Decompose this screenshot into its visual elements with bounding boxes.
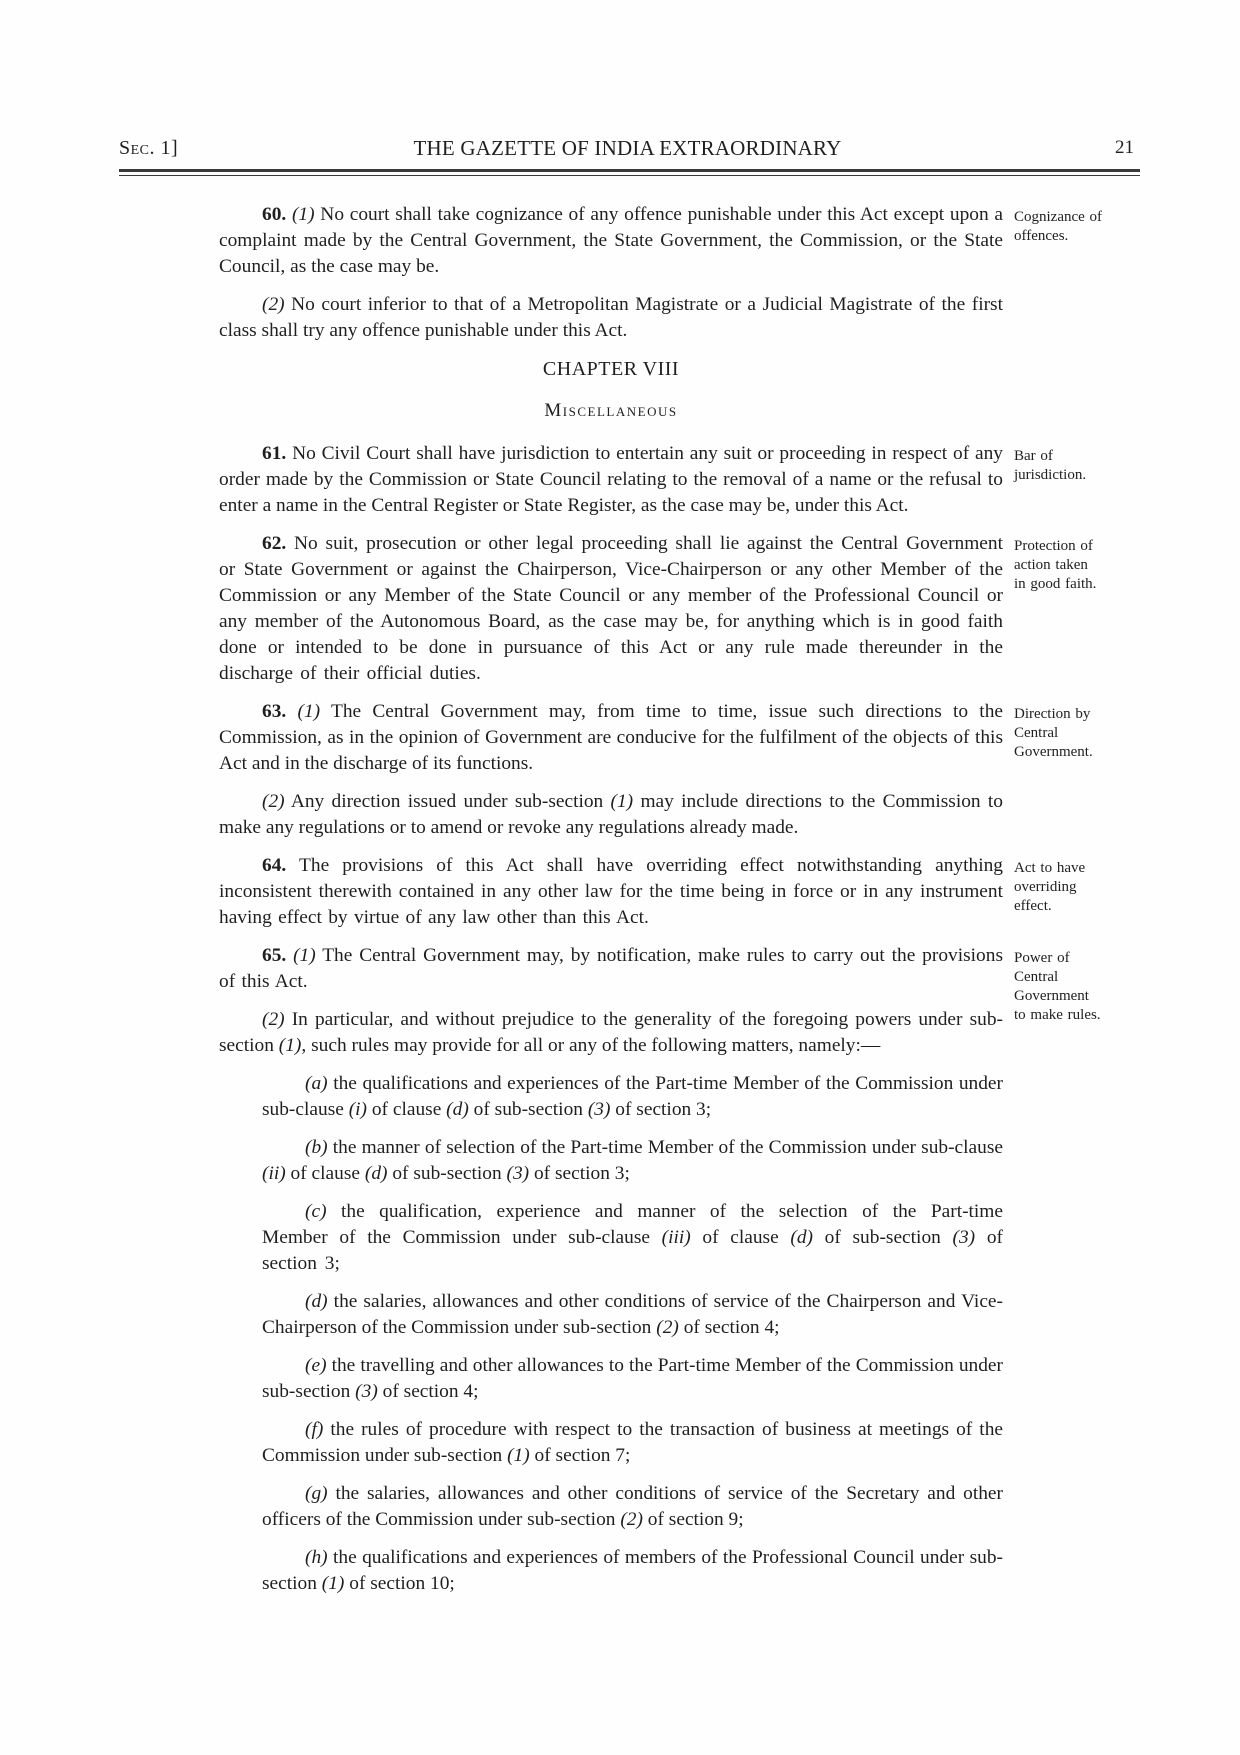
section-60-1-run-0: 60. — [262, 204, 292, 225]
clause-a-run-3: of clause — [367, 1099, 447, 1120]
section-61 — [219, 441, 1087, 519]
section-63-1-margin-note-line: Central — [1014, 725, 1059, 741]
clause-f-run-1: the rules of procedure with respect to the transaction of business at meetings of the Commission under sub-section — [262, 1419, 1003, 1466]
clause-b-run-1: the manner of selection of the Part-time Member of the Commission under sub-clause — [327, 1137, 1003, 1158]
section-65-1-run-1: (1) — [293, 945, 316, 966]
divider-thick-line — [119, 169, 1140, 172]
clause-c-run-4: (d) — [790, 1227, 813, 1248]
clause-g-run-3: of section 9; — [642, 1509, 744, 1530]
clause-a-run-6: (3) — [587, 1099, 611, 1120]
clause-g — [262, 1481, 1003, 1533]
clause-f-run-0: (f) — [305, 1419, 324, 1440]
clause-e-run-2: (3) — [355, 1381, 378, 1402]
section-63-1-margin-note-line: Direction by — [1014, 706, 1091, 722]
clause-c-run-2: (iii) — [661, 1227, 691, 1248]
clause-b-run-2: (ii) — [262, 1163, 286, 1184]
section-62-margin-note-line: Protection of — [1014, 538, 1093, 554]
section-60-1 — [219, 202, 1103, 280]
section-62-margin-note-line: action taken — [1014, 557, 1088, 573]
clause-h — [262, 1545, 1003, 1597]
clause-b-run-3: of clause — [285, 1163, 365, 1184]
clause-a-run-7: of section 3; — [610, 1099, 712, 1120]
section-63-1-margin-note-line: Government. — [1014, 744, 1093, 760]
section-63-2-run-1: Any direction issued under sub-section — [284, 791, 611, 812]
clause-c-run-6: (3) — [952, 1227, 976, 1248]
clause-c — [262, 1199, 1003, 1277]
clause-e-run-3: of section 4; — [377, 1381, 479, 1402]
section-63-1-run-0: 63. — [262, 701, 298, 722]
section-63-1-margin-note — [1014, 705, 1144, 762]
section-62 — [219, 531, 1097, 687]
clause-a — [262, 1071, 1003, 1123]
section-62-margin-note-line: in good faith. — [1014, 576, 1097, 592]
clause-e-run-0: (e) — [305, 1355, 327, 1376]
clause-d-run-1: the salaries, allowances and other conditions of service of the Chairperson and Vice-Chairperson of the Commission under sub-section — [262, 1291, 1003, 1338]
clause-f — [262, 1417, 1003, 1469]
section-65-2-run-1: In particular, and without prejudice to the generality of the foregoing powers under sub-section — [219, 1009, 1003, 1056]
section-65-2-run-3: , such rules may provide for all or any of the following matters, namely:— — [301, 1035, 881, 1056]
section-65-1-run-2: The Central Government may, by notification, make rules to carry out the provisions of this Act. — [219, 945, 1003, 992]
clause-b-run-7: of section 3; — [529, 1163, 630, 1184]
section-65-1-margin-note-line: to make rules. — [1014, 1007, 1101, 1023]
clause-f-run-3: of section 7; — [529, 1445, 631, 1466]
section-60-1-run-2: No court shall take cognizance of any offence punishable under this Act except upon a complaint made by the Central Government, the State Government, the Commission, or the State Council, as the case may be. — [219, 204, 1004, 277]
section-63-1-run-1: (1) — [297, 701, 321, 722]
section-61-run-1: No Civil Court shall have jurisdiction to entertain any suit or proceeding in respect of any order made by the Commission or State Council relating to the removal of a name or the refusal to enter a name in the Central Register or State Register, as the case may be, under this Act. — [219, 443, 1003, 516]
clause-b-run-0: (b) — [305, 1137, 328, 1158]
clause-h-run-2: (1) — [321, 1573, 345, 1594]
section-65-1-margin-note-line: Central — [1014, 969, 1059, 985]
section-65-1-run-0: 65. — [262, 945, 294, 966]
section-label: Sec. 1] — [119, 137, 179, 159]
clause-d-run-3: of section 4; — [678, 1317, 780, 1338]
section-60-1-margin-note-line: Cognizance of — [1014, 209, 1103, 225]
clause-a-run-4: (d) — [446, 1099, 469, 1120]
section-64-margin-note — [1014, 859, 1144, 916]
clause-a-run-2: (i) — [348, 1099, 368, 1120]
clause-e-run-1: the travelling and other allowances to the Part-time Member of the Commission under sub-section — [262, 1355, 1003, 1402]
header-divider — [119, 169, 1140, 176]
section-64-margin-note-line: Act to have — [1014, 860, 1086, 876]
clause-a-run-0: (a) — [305, 1073, 328, 1094]
clause-d-run-0: (d) — [305, 1291, 328, 1312]
clause-b-run-4: (d) — [364, 1163, 388, 1184]
section-62-run-1: No suit, prosecution or other legal proceeding shall lie against the Central Government or State Government or against the Chairperson, Vice-Chairperson or any other Member of the Commission or any Member of the State Council or any member of the Professional Council or any member of the Autonomous Board, as the case may be, for anything which is in good faith done or intended to be done in pursuance of this Act or any rule made thereunder in the discharge of their official duties. — [219, 533, 1003, 684]
clause-g-run-1: the salaries, allowances and other conditions of service of the Secretary and other officers of the Commission under sub-section — [262, 1483, 1003, 1530]
document-body — [219, 202, 1103, 1609]
clause-f-run-2: (1) — [507, 1445, 530, 1466]
section-63-1 — [219, 699, 1093, 777]
clause-g-run-2: (2) — [620, 1509, 643, 1530]
chapter-viii-heading: CHAPTER VIII — [542, 358, 680, 380]
clause-a-run-5: of sub-section — [468, 1099, 588, 1120]
section-63-2-run-2: (1) — [610, 791, 634, 812]
clause-h-run-3: of section 10; — [344, 1573, 455, 1594]
clause-a-run-1: the qualifications and experiences of the Part-time Member of the Commission under sub-clause — [262, 1073, 1003, 1120]
section-60-2 — [219, 292, 1003, 344]
section-61-margin-note-line: Bar of — [1014, 448, 1053, 464]
section-62-run-0: 62. — [262, 533, 287, 554]
section-65-2-run-0: (2) — [262, 1009, 285, 1030]
clause-c-run-3: of clause — [690, 1227, 791, 1248]
page-header — [119, 137, 1136, 163]
clause-h-run-1: the qualifications and experiences of members of the Professional Council under sub-section — [262, 1547, 1003, 1594]
section-61-margin-note — [1014, 447, 1144, 485]
clause-c-run-5: of sub-section — [813, 1227, 953, 1248]
section-61-margin-note-line: jurisdiction. — [1014, 467, 1087, 483]
section-60-1-margin-note — [1014, 208, 1144, 246]
page-title: THE GAZETTE OF INDIA EXTRAORDINARY — [413, 136, 842, 160]
section-63-2-run-0: (2) — [262, 791, 285, 812]
section-61-run-0: 61. — [262, 443, 287, 464]
section-60-2-run-0: (2) — [262, 294, 285, 315]
section-62-margin-note — [1014, 537, 1144, 594]
clause-e — [262, 1353, 1003, 1405]
clause-c-run-7: of section 3; — [262, 1227, 1003, 1274]
section-63-2 — [219, 789, 1003, 841]
divider-thin-line — [119, 175, 1140, 176]
section-64-margin-note-line: effect. — [1014, 898, 1052, 914]
clause-h-run-0: (h) — [305, 1547, 328, 1568]
section-64-run-0: 64. — [262, 855, 287, 876]
section-64 — [219, 853, 1086, 931]
section-65-2-run-2: (1) — [278, 1035, 302, 1056]
section-65-1-margin-note-line: Power of — [1014, 950, 1070, 966]
clause-b-run-6: (3) — [506, 1163, 530, 1184]
section-65-2 — [219, 1007, 1003, 1059]
section-60-2-run-1: No court inferior to that of a Metropolitan Magistrate or a Judicial Magistrate of the first class shall try any offence punishable under this Act. — [219, 294, 1003, 341]
clause-c-run-0: (c) — [305, 1201, 327, 1222]
section-65-1-margin-note-line: Government — [1014, 988, 1089, 1004]
section-64-run-1: The provisions of this Act shall have overriding effect notwithstanding anything inconsistent therewith contained in any other law for the time being in force or in any instrument having effect by virtue of any law other than this Act. — [219, 855, 1003, 928]
section-63-1-run-2: The Central Government may, from time to time, issue such directions to the Commission, as in the opinion of Government are conducive for the fulfilment of the objects of this Act and in the discharge of its functions. — [219, 701, 1003, 774]
section-60-1-margin-note-line: offences. — [1014, 228, 1069, 244]
miscellaneous-heading: Miscellaneous — [544, 400, 678, 421]
clause-b — [262, 1135, 1003, 1187]
section-65-1-margin-note — [1014, 949, 1144, 1025]
section-60-1-run-1: (1) — [291, 204, 315, 225]
page-number: 21 — [1115, 137, 1134, 158]
clause-d — [262, 1289, 1003, 1341]
section-64-margin-note-line: overriding — [1014, 879, 1077, 895]
clause-c-run-1: the qualification, experience and manner of the selection of the Part-time Member of the Commission under sub-clause — [262, 1201, 1003, 1248]
section-63-2-run-3: may include directions to the Commission to make any regulations or to amend or revoke any regulations already made. — [219, 791, 1003, 838]
section-65-1 — [219, 943, 1101, 1023]
clause-g-run-0: (g) — [305, 1483, 328, 1504]
clause-d-run-2: (2) — [656, 1317, 679, 1338]
clause-b-run-5: of sub-section — [387, 1163, 507, 1184]
